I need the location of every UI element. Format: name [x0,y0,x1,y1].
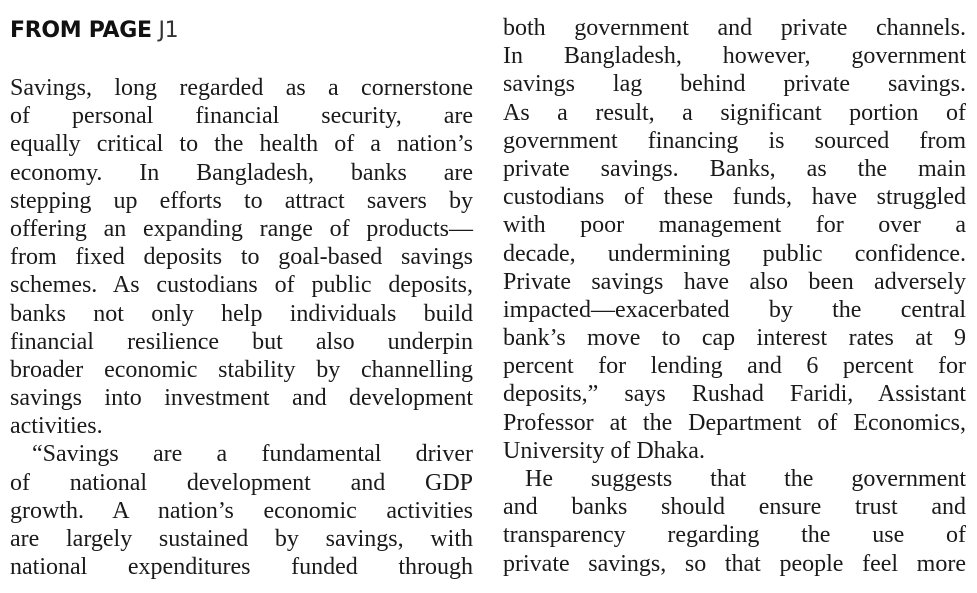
body-line: broader economic stability by channelling [10,356,473,383]
body-line: banks not only help individuals build [10,300,473,327]
continuation-kicker [10,16,178,46]
body-line: from fixed deposits to goal-based savings [10,244,474,271]
body-line: economy. In Bangladesh, banks are [10,159,473,186]
body-line: activities. [10,413,103,440]
body-line: bank’s move to cap interest rates at 9 [503,325,967,352]
body-line: private savings, so that people feel more [503,550,966,577]
body-line: custodians of these funds, have struggled [503,184,966,211]
body-line: with poor management for over a [503,212,967,239]
body-line: growth. A nation’s economic activities [10,497,474,524]
body-line: both government and private channels. [503,15,966,41]
body-line: are largely sustained by savings, with [10,526,473,552]
body-line: He suggests that the government [525,466,966,492]
body-line: equally critical to the health of a nation’s [10,131,474,158]
left-column-body [10,74,473,581]
body-line: In Bangladesh, however, government [503,43,966,70]
body-line: financial resilience but also underpin [10,328,473,355]
body-line: transparency regarding the use of [503,522,966,549]
body-line: and banks should ensure trust and [503,494,967,521]
body-line: stepping up efforts to attract savers by [10,187,473,214]
body-line: schemes. As custodians of public deposits, [10,272,474,299]
body-line: Private savings have also been adversely [503,268,967,295]
body-line: national expenditures funded through [10,554,473,581]
body-line: offering an expanding range of products— [10,215,473,242]
body-line: decade, undermining public confidence. [503,240,966,267]
body-line: “Savings are a fundamental driver [32,441,473,468]
body-line: of personal financial security, are [10,103,474,130]
body-line: University of Dhaka. [503,437,705,464]
body-line: Professor at the Department of Economics, [503,409,967,436]
body-line: government financing is sourced from [503,127,967,154]
body-line: As a result, a significant portion of [503,99,966,126]
body-line: of national development and GDP [10,469,474,496]
right-column-body [503,14,966,578]
body-line: savings lag behind private savings. [503,71,966,98]
body-line: savings into investment and development [10,385,473,412]
body-line: private savings. Banks, as the main [503,155,966,182]
kicker-label: FROM PAGE [10,18,152,43]
body-line: percent for lending and 6 percent for [503,353,967,380]
body-line: impacted—exacerbated by the central [503,296,967,323]
body-line: deposits,” says Rushad Faridi, Assistant [503,381,966,408]
body-line: Savings, long regarded as a cornerstone [10,75,474,101]
kicker-page-ref: J1 [158,18,179,43]
